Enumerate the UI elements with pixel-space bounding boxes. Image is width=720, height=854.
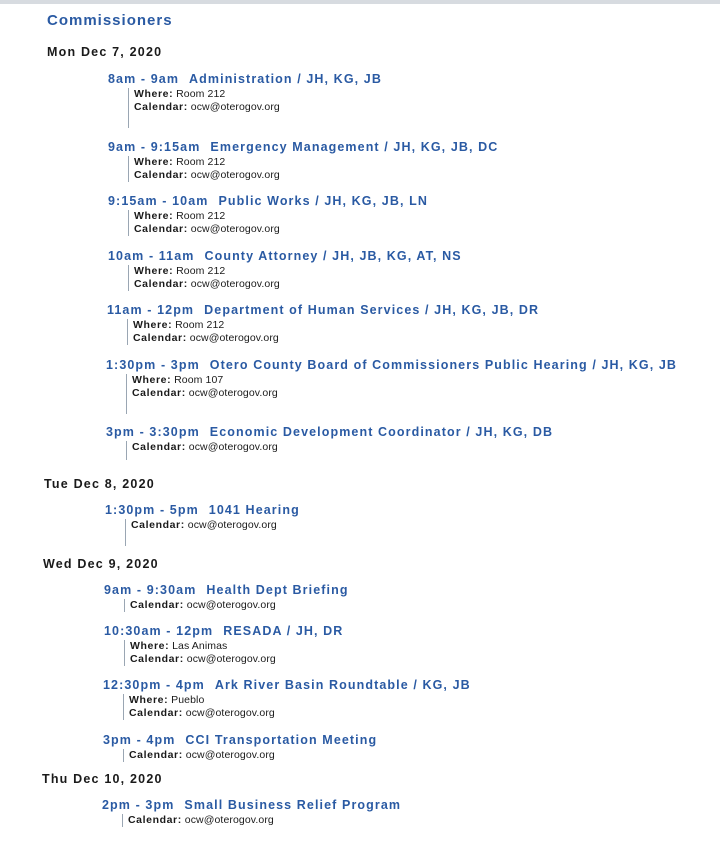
event-item[interactable] bbox=[108, 71, 382, 128]
calendar-label: Calendar: bbox=[131, 519, 185, 531]
event-time: 11am - 12pm bbox=[107, 303, 195, 317]
event-item[interactable] bbox=[104, 623, 343, 666]
where-value: Room 212 bbox=[176, 210, 226, 222]
where-value: Room 212 bbox=[176, 88, 226, 100]
where-label: Where: bbox=[134, 156, 174, 168]
event-where bbox=[134, 210, 428, 223]
event-name: Emergency Management / JH, KG, JB, DC bbox=[210, 140, 499, 154]
event-time: 3pm - 3:30pm bbox=[106, 425, 200, 439]
event-title[interactable] bbox=[102, 797, 401, 813]
event-title[interactable] bbox=[103, 677, 471, 693]
event-name: RESADA / JH, DR bbox=[223, 624, 344, 638]
event-where bbox=[134, 88, 382, 101]
event-title[interactable] bbox=[107, 302, 539, 318]
day-heading: Mon Dec 7, 2020 bbox=[47, 45, 163, 59]
event-details bbox=[126, 374, 677, 414]
event-item[interactable] bbox=[103, 677, 471, 720]
where-label: Where: bbox=[134, 88, 174, 100]
event-time: 8am - 9am bbox=[108, 72, 180, 86]
where-label: Where: bbox=[129, 694, 169, 706]
event-details bbox=[123, 694, 471, 720]
event-where bbox=[133, 319, 539, 332]
where-label: Where: bbox=[130, 640, 170, 652]
event-time: 9:15am - 10am bbox=[108, 194, 209, 208]
event-calendar bbox=[129, 749, 377, 762]
calendar-value: ocw@oterogov.org bbox=[187, 519, 277, 531]
where-label: Where: bbox=[132, 374, 172, 386]
event-name: Economic Development Coordinator / JH, KG, DB bbox=[209, 425, 554, 439]
calendar-label: Calendar: bbox=[132, 387, 186, 399]
event-title[interactable] bbox=[108, 71, 382, 87]
event-details bbox=[124, 599, 349, 612]
event-calendar bbox=[128, 814, 401, 827]
event-calendar bbox=[130, 599, 349, 612]
calendar-value: ocw@oterogov.org bbox=[185, 707, 275, 719]
where-value: Room 212 bbox=[175, 319, 225, 331]
event-where bbox=[134, 156, 498, 169]
event-calendar bbox=[132, 387, 677, 400]
event-details bbox=[123, 749, 377, 762]
event-name: Small Business Relief Program bbox=[184, 798, 402, 812]
event-details bbox=[128, 88, 382, 128]
where-value: Pueblo bbox=[171, 694, 205, 706]
event-title[interactable] bbox=[105, 502, 300, 518]
calendar-label: Calendar: bbox=[129, 749, 183, 761]
calendar-label: Calendar: bbox=[134, 101, 188, 113]
day-heading: Thu Dec 10, 2020 bbox=[42, 772, 163, 786]
event-name: Administration / JH, KG, JB bbox=[189, 72, 382, 86]
where-label: Where: bbox=[133, 319, 173, 331]
event-title[interactable] bbox=[106, 357, 677, 373]
event-item[interactable] bbox=[104, 582, 349, 612]
calendar-value: ocw@oterogov.org bbox=[184, 814, 274, 826]
event-where bbox=[134, 265, 462, 278]
calendar-title: Commissioners bbox=[47, 12, 173, 29]
event-time: 10am - 11am bbox=[108, 249, 195, 263]
event-title[interactable] bbox=[104, 582, 349, 598]
event-name: Otero County Board of Commissioners Public Hearing / JH, KG, JB bbox=[209, 358, 678, 372]
where-value: Room 212 bbox=[176, 265, 226, 277]
event-time: 1:30pm - 3pm bbox=[106, 358, 200, 372]
event-calendar bbox=[131, 519, 300, 532]
event-title[interactable] bbox=[106, 424, 553, 440]
event-calendar bbox=[134, 101, 382, 114]
event-name: 1041 Hearing bbox=[208, 503, 300, 517]
event-calendar bbox=[134, 278, 462, 291]
event-details bbox=[128, 265, 462, 291]
event-details bbox=[126, 441, 553, 460]
calendar-label: Calendar: bbox=[134, 278, 188, 290]
calendar-value: ocw@oterogov.org bbox=[186, 653, 276, 665]
where-label: Where: bbox=[134, 210, 174, 222]
calendar-value: ocw@oterogov.org bbox=[190, 101, 280, 113]
event-item[interactable] bbox=[102, 797, 401, 827]
event-title[interactable] bbox=[108, 248, 462, 264]
calendar-value: ocw@oterogov.org bbox=[186, 599, 276, 611]
event-time: 9am - 9:15am bbox=[108, 140, 201, 154]
event-calendar bbox=[130, 653, 343, 666]
event-time: 12:30pm - 4pm bbox=[103, 678, 205, 692]
calendar-label: Calendar: bbox=[133, 332, 187, 344]
calendar-value: ocw@oterogov.org bbox=[188, 387, 278, 399]
event-item[interactable] bbox=[106, 424, 553, 460]
calendar-label: Calendar: bbox=[128, 814, 182, 826]
event-item[interactable] bbox=[103, 732, 377, 762]
event-calendar bbox=[132, 441, 553, 454]
event-title[interactable] bbox=[103, 732, 377, 748]
calendar-value: ocw@oterogov.org bbox=[189, 332, 279, 344]
calendar-label: Calendar: bbox=[129, 707, 183, 719]
event-details bbox=[128, 210, 428, 236]
day-heading: Tue Dec 8, 2020 bbox=[44, 477, 155, 491]
where-value: Las Animas bbox=[172, 640, 228, 652]
event-item[interactable] bbox=[107, 302, 539, 345]
calendar-label: Calendar: bbox=[130, 599, 184, 611]
event-time: 3pm - 4pm bbox=[103, 733, 176, 747]
event-calendar bbox=[133, 332, 539, 345]
calendar-value: ocw@oterogov.org bbox=[190, 223, 280, 235]
calendar-label: Calendar: bbox=[132, 441, 186, 453]
calendar-label: Calendar: bbox=[134, 169, 188, 181]
event-time: 1:30pm - 5pm bbox=[105, 503, 199, 517]
event-name: Public Works / JH, KG, JB, LN bbox=[218, 194, 428, 208]
event-calendar bbox=[134, 223, 428, 236]
where-value: Room 212 bbox=[176, 156, 226, 168]
calendar-label: Calendar: bbox=[130, 653, 184, 665]
calendar-value: ocw@oterogov.org bbox=[185, 749, 275, 761]
event-time: 9am - 9:30am bbox=[104, 583, 197, 597]
event-details bbox=[124, 640, 343, 666]
event-where bbox=[132, 374, 677, 387]
event-details bbox=[128, 156, 498, 182]
where-label: Where: bbox=[134, 265, 174, 277]
event-item[interactable] bbox=[108, 248, 462, 291]
event-title[interactable] bbox=[108, 139, 498, 155]
calendar-value: ocw@oterogov.org bbox=[190, 169, 280, 181]
event-name: County Attorney / JH, JB, KG, AT, NS bbox=[204, 249, 462, 263]
event-details bbox=[122, 814, 401, 827]
event-item[interactable] bbox=[108, 193, 428, 236]
event-calendar bbox=[129, 707, 471, 720]
event-where bbox=[130, 640, 343, 653]
day-heading: Wed Dec 9, 2020 bbox=[43, 557, 159, 571]
event-details bbox=[127, 319, 539, 345]
event-name: CCI Transportation Meeting bbox=[185, 733, 378, 747]
event-calendar bbox=[134, 169, 498, 182]
event-where bbox=[129, 694, 471, 707]
event-name: Health Dept Briefing bbox=[206, 583, 349, 597]
event-title[interactable] bbox=[104, 623, 343, 639]
event-time: 10:30am - 12pm bbox=[104, 624, 214, 638]
where-value: Room 107 bbox=[174, 374, 224, 386]
event-item[interactable] bbox=[108, 139, 498, 182]
calendar-value: ocw@oterogov.org bbox=[190, 278, 280, 290]
event-item[interactable] bbox=[105, 502, 300, 546]
event-time: 2pm - 3pm bbox=[102, 798, 175, 812]
event-title[interactable] bbox=[108, 193, 428, 209]
event-details bbox=[125, 519, 300, 546]
calendar-label: Calendar: bbox=[134, 223, 188, 235]
event-name: Ark River Basin Roundtable / KG, JB bbox=[214, 678, 471, 692]
event-item[interactable] bbox=[106, 357, 677, 414]
event-name: Department of Human Services / JH, KG, JB, DR bbox=[204, 303, 540, 317]
calendar-value: ocw@oterogov.org bbox=[188, 441, 278, 453]
top-divider bbox=[0, 0, 720, 4]
